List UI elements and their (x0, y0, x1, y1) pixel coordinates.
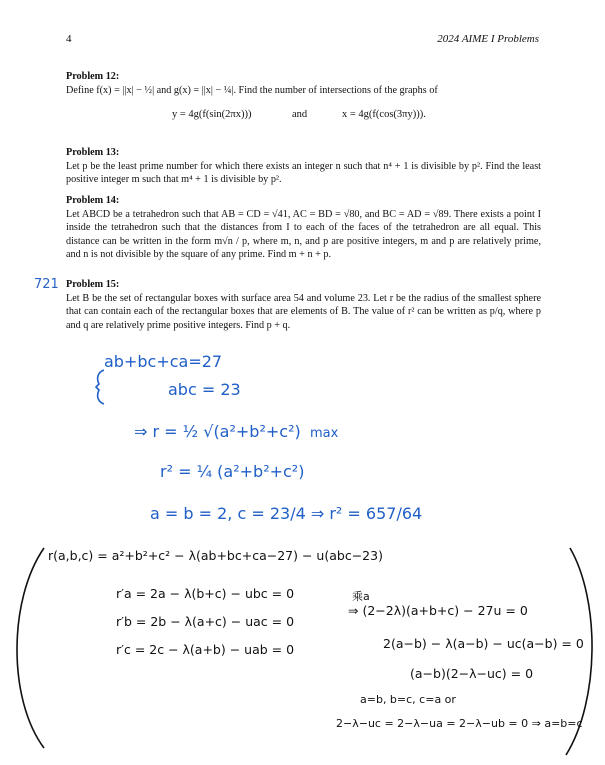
note-constraint-sum: ab+bc+ca=27 (104, 352, 223, 371)
note-lagrangian: r(a,b,c) = a²+b²+c² − λ(ab+bc+ca−27) − u(abc−23) (48, 548, 383, 563)
problem-text: Let B be the set of rectangular boxes with surface area 54 and volume 23. Let r be the radius of the smallest sphere that can contain each of the rectangular boxes that are elements of B. The value of r² can be written as p/q, where p and q are relatively prime positive integers. Find p + q. (66, 292, 541, 331)
note-radius-formula: ⇒ r = ½ √(a²+b²+c²) (134, 422, 301, 441)
note-max-label: max (310, 426, 339, 441)
note-step-factor: (a−b)(2−λ−uc) = 0 (410, 666, 534, 681)
note-step-sum: ⇒ (2−2λ)(a+b+c) − 27u = 0 (348, 603, 528, 618)
note-step-conclusion: 2−λ−uc = 2−λ−ua = 2−λ−ub = 0 ⇒ a=b=c (336, 717, 583, 730)
page-number: 4 (66, 33, 72, 45)
document-title: 2024 AIME I Problems (437, 33, 539, 45)
note-solution: a = b = 2, c = 23/4 ⇒ r² = 657/64 (150, 504, 423, 523)
note-partial-a: r′a = 2a − λ(b+c) − ubc = 0 (116, 586, 295, 601)
brace-blue (96, 370, 104, 404)
problem-title: Problem 12: (66, 71, 120, 82)
paren-right (566, 548, 592, 755)
note-constraint-product: abc = 23 (168, 380, 241, 399)
paren-left (17, 548, 44, 748)
margin-answer: 721 (34, 277, 59, 292)
note-radius-squared: r² = ¼ (a²+b²+c²) (160, 462, 305, 481)
note-step-cases: a=b, b=c, c=a or (360, 693, 456, 706)
equation-right: x = 4g(f(cos(3πy))). (342, 109, 426, 120)
problem-text: Let ABCD be a tetrahedron such that AB = CD = √41, AC = BD = √80, and BC = AD = √89. There exists a point I inside the tetrahedron such that the distances from I to each of the faces of the tetrahedron are all equal. This distance can be written in the form m√n / p, where m, n, and p are positive integers, m and p are relatively prime, and n is not divisible by the square of any prime. Find m + n + p. (66, 208, 541, 261)
problem-text: Define f(x) = ||x| − ½| and g(x) = ||x| − ¼|. Find the number of intersections of the graphs of (66, 84, 438, 96)
problem-text: Let p be the least prime number for which there exists an integer n such that n⁴ + 1 is divisible by p². Find the least positive integer m such that m⁴ + 1 is divisible by p². (66, 160, 541, 186)
problem-title: Problem 13: (66, 147, 120, 158)
equation-and: and (292, 109, 308, 120)
problem-title: Problem 15: (66, 279, 120, 290)
note-multiply-marker: 乘a (352, 590, 370, 603)
equation-left: y = 4g(f(sin(2πx))) (172, 109, 252, 120)
note-step-difference: 2(a−b) − λ(a−b) − uc(a−b) = 0 (383, 636, 584, 651)
note-partial-b: r′b = 2b − λ(a+c) − uac = 0 (116, 614, 295, 629)
problem-title: Problem 14: (66, 195, 120, 206)
note-partial-c: r′c = 2c − λ(a+b) − uab = 0 (116, 642, 295, 657)
